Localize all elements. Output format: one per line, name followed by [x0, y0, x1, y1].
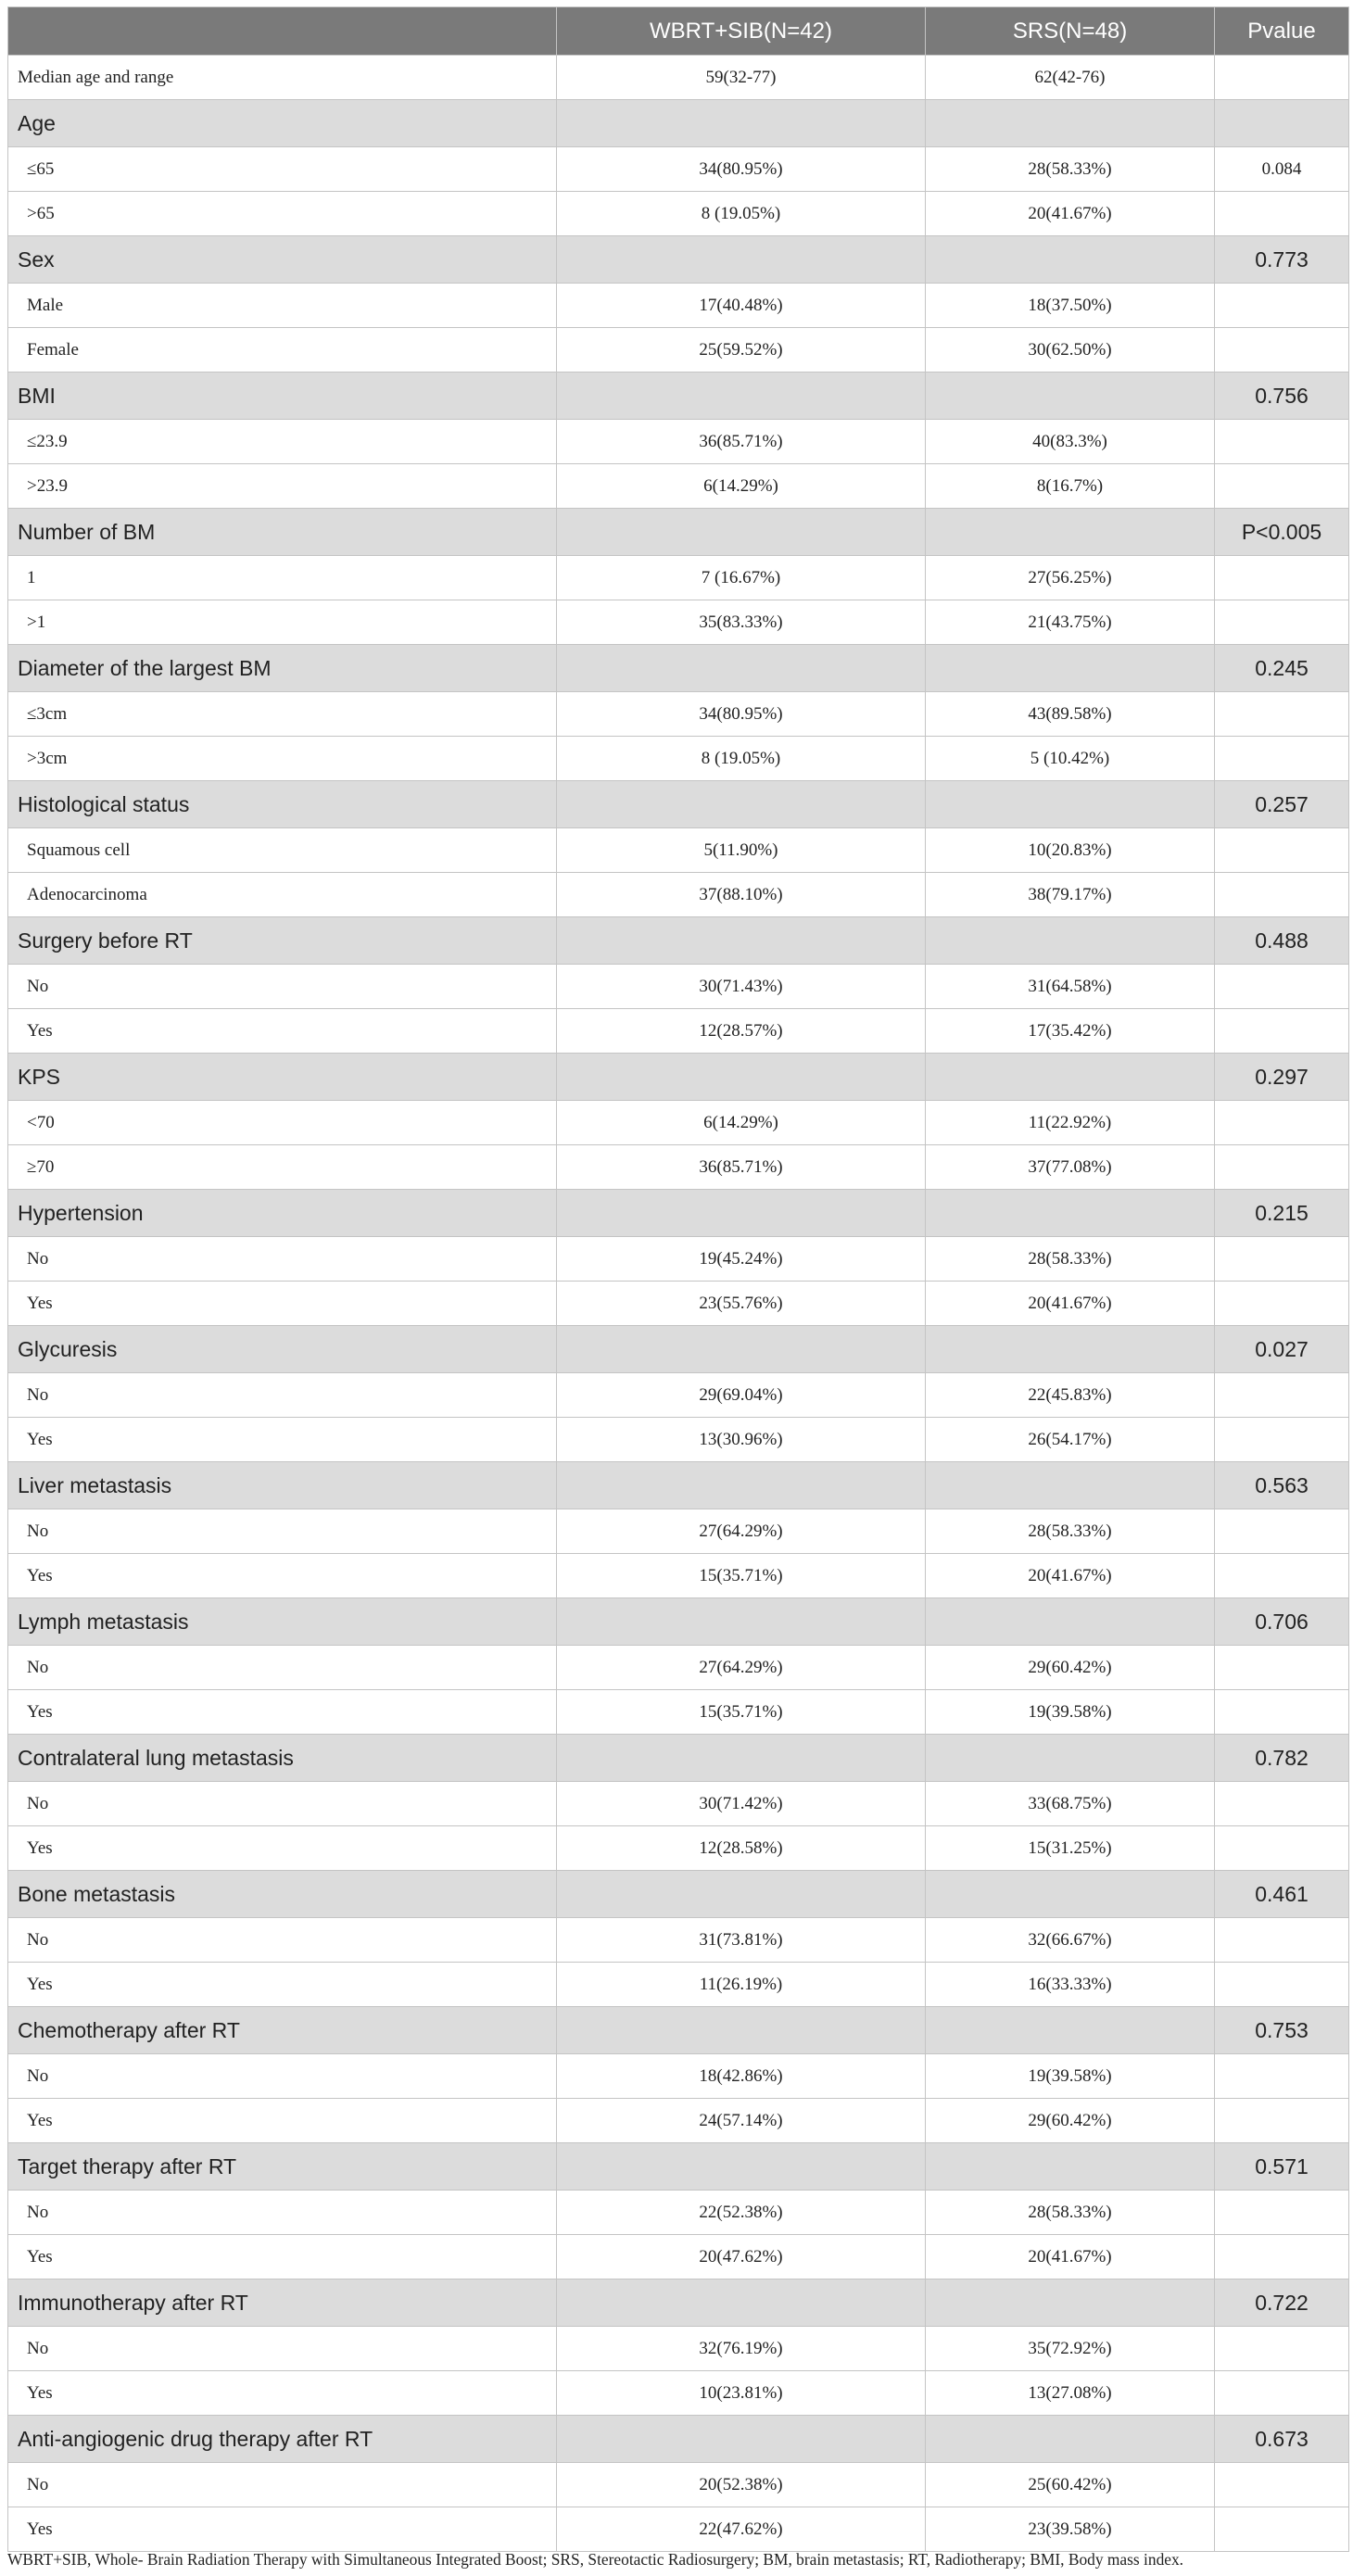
- p-value-cell: [1215, 600, 1349, 645]
- srs-value: 37(77.08%): [926, 1145, 1215, 1190]
- p-value-cell: 0.722: [1215, 2279, 1349, 2327]
- wbrt-sib-value: 23(55.76%): [557, 1282, 926, 1326]
- table-row: [8, 1282, 1349, 1326]
- section-header-row: [8, 2279, 1349, 2327]
- empty-cell: [926, 2007, 1215, 2054]
- table-row: [8, 1782, 1349, 1826]
- empty-cell: [926, 2279, 1215, 2327]
- row-label: No: [8, 1918, 557, 1963]
- section-label: Lymph metastasis: [8, 1598, 557, 1646]
- p-value-cell: P<0.005: [1215, 509, 1349, 556]
- srs-value: 28(58.33%): [926, 2191, 1215, 2235]
- table-row: [8, 965, 1349, 1009]
- empty-cell: [926, 373, 1215, 420]
- srs-value: 31(64.58%): [926, 965, 1215, 1009]
- p-value-cell: 0.084: [1215, 147, 1349, 192]
- wbrt-sib-value: 27(64.29%): [557, 1646, 926, 1690]
- p-value-cell: [1215, 965, 1349, 1009]
- section-label: Age: [8, 100, 557, 147]
- p-value-cell: [1215, 1282, 1349, 1326]
- p-value-cell: [1215, 192, 1349, 236]
- empty-cell: [557, 1871, 926, 1918]
- srs-value: 29(60.42%): [926, 2099, 1215, 2143]
- table-row: [8, 464, 1349, 509]
- p-value-cell: [1215, 1826, 1349, 1871]
- p-value-cell: [1215, 100, 1349, 147]
- srs-value: 28(58.33%): [926, 1237, 1215, 1282]
- empty-cell: [926, 509, 1215, 556]
- wbrt-sib-value: 34(80.95%): [557, 147, 926, 192]
- p-value-cell: [1215, 284, 1349, 328]
- wbrt-sib-value: 59(32-77): [557, 56, 926, 100]
- section-label: Histological status: [8, 781, 557, 828]
- row-label: ≤23.9: [8, 420, 557, 464]
- wbrt-sib-value: 17(40.48%): [557, 284, 926, 328]
- table-row: [8, 1101, 1349, 1145]
- empty-cell: [926, 1735, 1215, 1782]
- section-header-row: [8, 1462, 1349, 1509]
- baseline-characteristics-table: [7, 6, 1349, 2552]
- table-row: [8, 1690, 1349, 1735]
- p-value-cell: [1215, 2235, 1349, 2279]
- p-value-cell: [1215, 1918, 1349, 1963]
- row-label: No: [8, 1646, 557, 1690]
- srs-value: 28(58.33%): [926, 1509, 1215, 1554]
- srs-value: 33(68.75%): [926, 1782, 1215, 1826]
- p-value-cell: [1215, 1782, 1349, 1826]
- srs-value: 22(45.83%): [926, 1373, 1215, 1418]
- section-header-row: [8, 2143, 1349, 2191]
- empty-cell: [557, 236, 926, 284]
- row-label: Yes: [8, 2371, 557, 2416]
- section-header-row: [8, 1871, 1349, 1918]
- srs-value: 62(42-76): [926, 56, 1215, 100]
- row-label: >23.9: [8, 464, 557, 509]
- p-value-cell: [1215, 420, 1349, 464]
- p-value-cell: [1215, 1690, 1349, 1735]
- table-row: [8, 692, 1349, 737]
- wbrt-sib-value: 13(30.96%): [557, 1418, 926, 1462]
- empty-cell: [557, 2007, 926, 2054]
- wbrt-sib-value: 10(23.81%): [557, 2371, 926, 2416]
- wbrt-sib-value: 19(45.24%): [557, 1237, 926, 1282]
- wbrt-sib-value: 36(85.71%): [557, 420, 926, 464]
- wbrt-sib-value: 7 (16.67%): [557, 556, 926, 600]
- empty-cell: [926, 1598, 1215, 1646]
- section-header-row: [8, 645, 1349, 692]
- p-value-cell: [1215, 692, 1349, 737]
- p-value-cell: 0.297: [1215, 1054, 1349, 1101]
- empty-cell: [926, 1462, 1215, 1509]
- table-row: [8, 2327, 1349, 2371]
- table-row: [8, 1418, 1349, 1462]
- p-value-cell: 0.756: [1215, 373, 1349, 420]
- srs-value: 28(58.33%): [926, 147, 1215, 192]
- p-value-cell: [1215, 1554, 1349, 1598]
- wbrt-sib-value: 27(64.29%): [557, 1509, 926, 1554]
- srs-value: 10(20.83%): [926, 828, 1215, 873]
- row-label: Male: [8, 284, 557, 328]
- section-header-row: [8, 781, 1349, 828]
- row-label: Yes: [8, 2099, 557, 2143]
- wbrt-sib-value: 8 (19.05%): [557, 737, 926, 781]
- table-row: [8, 192, 1349, 236]
- wbrt-sib-value: 11(26.19%): [557, 1963, 926, 2007]
- section-label: Contralateral lung metastasis: [8, 1735, 557, 1782]
- section-label: Glycuresis: [8, 1326, 557, 1373]
- empty-cell: [557, 781, 926, 828]
- empty-cell: [557, 2279, 926, 2327]
- table-row: [8, 1373, 1349, 1418]
- wbrt-sib-value: 20(47.62%): [557, 2235, 926, 2279]
- srs-value: 27(56.25%): [926, 556, 1215, 600]
- row-label: No: [8, 2191, 557, 2235]
- row-label: No: [8, 1509, 557, 1554]
- table-row: [8, 1509, 1349, 1554]
- table-footnote: WBRT+SIB, Whole- Brain Radiation Therapy with Simultaneous Integrated Boost; SRS, Stereotactic Radiosurgery; BM, brain metastasis; RT, Radiotherapy; BMI, Body mass index.: [7, 2550, 1184, 2569]
- row-label: ≥70: [8, 1145, 557, 1190]
- empty-cell: [557, 645, 926, 692]
- table-row: [8, 284, 1349, 328]
- p-value-cell: [1215, 1145, 1349, 1190]
- section-label: Liver metastasis: [8, 1462, 557, 1509]
- empty-cell: [557, 1054, 926, 1101]
- p-value-cell: [1215, 1963, 1349, 2007]
- section-label: Sex: [8, 236, 557, 284]
- section-label: Surgery before RT: [8, 917, 557, 965]
- table-row: [8, 1646, 1349, 1690]
- row-label: Yes: [8, 1690, 557, 1735]
- p-value-cell: [1215, 1418, 1349, 1462]
- empty-cell: [926, 781, 1215, 828]
- p-value-cell: [1215, 1101, 1349, 1145]
- section-header-row: [8, 100, 1349, 147]
- wbrt-sib-value: 12(28.57%): [557, 1009, 926, 1054]
- srs-value: 20(41.67%): [926, 1282, 1215, 1326]
- p-value-cell: 0.706: [1215, 1598, 1349, 1646]
- p-value-cell: 0.245: [1215, 645, 1349, 692]
- wbrt-sib-value: 32(76.19%): [557, 2327, 926, 2371]
- section-label: Immunotherapy after RT: [8, 2279, 557, 2327]
- row-label: 1: [8, 556, 557, 600]
- wbrt-sib-value: 34(80.95%): [557, 692, 926, 737]
- table-header-row: [8, 7, 1349, 56]
- srs-value: 8(16.7%): [926, 464, 1215, 509]
- srs-value: 20(41.67%): [926, 192, 1215, 236]
- empty-cell: [557, 1735, 926, 1782]
- table-row: [8, 56, 1349, 100]
- table-row: [8, 147, 1349, 192]
- empty-cell: [557, 100, 926, 147]
- section-header-row: [8, 1735, 1349, 1782]
- p-value-cell: [1215, 2507, 1349, 2552]
- row-label: >65: [8, 192, 557, 236]
- table-row: [8, 2507, 1349, 2552]
- wbrt-sib-value: 30(71.43%): [557, 965, 926, 1009]
- header-srs: SRS(N=48): [926, 7, 1215, 56]
- p-value-cell: 0.027: [1215, 1326, 1349, 1373]
- section-label: Number of BM: [8, 509, 557, 556]
- wbrt-sib-value: 6(14.29%): [557, 1101, 926, 1145]
- p-value-cell: 0.782: [1215, 1735, 1349, 1782]
- row-label: No: [8, 2054, 557, 2099]
- p-value-cell: [1215, 2099, 1349, 2143]
- section-label: BMI: [8, 373, 557, 420]
- p-value-cell: 0.215: [1215, 1190, 1349, 1237]
- table-row: [8, 1554, 1349, 1598]
- table-row: [8, 2235, 1349, 2279]
- row-label: <70: [8, 1101, 557, 1145]
- table-row: [8, 1009, 1349, 1054]
- wbrt-sib-value: 24(57.14%): [557, 2099, 926, 2143]
- table-row: [8, 1145, 1349, 1190]
- table-row: [8, 1826, 1349, 1871]
- wbrt-sib-value: 15(35.71%): [557, 1554, 926, 1598]
- row-label: Yes: [8, 1963, 557, 2007]
- p-value-cell: [1215, 1009, 1349, 1054]
- empty-cell: [926, 645, 1215, 692]
- srs-value: 20(41.67%): [926, 1554, 1215, 1598]
- srs-value: 15(31.25%): [926, 1826, 1215, 1871]
- srs-value: 17(35.42%): [926, 1009, 1215, 1054]
- p-value-cell: [1215, 2463, 1349, 2507]
- empty-cell: [557, 509, 926, 556]
- section-header-row: [8, 2007, 1349, 2054]
- srs-value: 21(43.75%): [926, 600, 1215, 645]
- wbrt-sib-value: 22(52.38%): [557, 2191, 926, 2235]
- row-label: No: [8, 1373, 557, 1418]
- row-label: No: [8, 2463, 557, 2507]
- srs-value: 32(66.67%): [926, 1918, 1215, 1963]
- srs-value: 18(37.50%): [926, 284, 1215, 328]
- wbrt-sib-value: 30(71.42%): [557, 1782, 926, 1826]
- row-label: Squamous cell: [8, 828, 557, 873]
- table-row: [8, 828, 1349, 873]
- table-row: [8, 2099, 1349, 2143]
- row-label: No: [8, 1782, 557, 1826]
- p-value-cell: [1215, 1237, 1349, 1282]
- table-row: [8, 1918, 1349, 1963]
- row-label: No: [8, 1237, 557, 1282]
- empty-cell: [557, 1598, 926, 1646]
- wbrt-sib-value: 15(35.71%): [557, 1690, 926, 1735]
- srs-value: 43(89.58%): [926, 692, 1215, 737]
- section-header-row: [8, 1190, 1349, 1237]
- empty-cell: [557, 2416, 926, 2463]
- empty-cell: [926, 2416, 1215, 2463]
- wbrt-sib-value: 5(11.90%): [557, 828, 926, 873]
- table-row: [8, 556, 1349, 600]
- table-row: [8, 737, 1349, 781]
- wbrt-sib-value: 25(59.52%): [557, 328, 926, 373]
- row-label: No: [8, 2327, 557, 2371]
- section-label: Anti-angiogenic drug therapy after RT: [8, 2416, 557, 2463]
- row-label: Yes: [8, 1282, 557, 1326]
- header-p-value: Pvalue: [1215, 7, 1349, 56]
- empty-cell: [926, 100, 1215, 147]
- wbrt-sib-value: 29(69.04%): [557, 1373, 926, 1418]
- empty-cell: [926, 1054, 1215, 1101]
- empty-cell: [926, 236, 1215, 284]
- table-row: [8, 1963, 1349, 2007]
- p-value-cell: 0.461: [1215, 1871, 1349, 1918]
- baseline-characteristics-table-container: [7, 6, 1348, 2552]
- row-label: Yes: [8, 2235, 557, 2279]
- srs-value: 35(72.92%): [926, 2327, 1215, 2371]
- section-header-row: [8, 917, 1349, 965]
- p-value-cell: [1215, 2191, 1349, 2235]
- section-header-row: [8, 2416, 1349, 2463]
- wbrt-sib-value: 36(85.71%): [557, 1145, 926, 1190]
- srs-value: 16(33.33%): [926, 1963, 1215, 2007]
- empty-cell: [557, 917, 926, 965]
- row-label: Yes: [8, 2507, 557, 2552]
- section-header-row: [8, 373, 1349, 420]
- p-value-cell: [1215, 1646, 1349, 1690]
- empty-cell: [926, 2143, 1215, 2191]
- srs-value: 40(83.3%): [926, 420, 1215, 464]
- p-value-cell: [1215, 464, 1349, 509]
- wbrt-sib-value: 12(28.58%): [557, 1826, 926, 1871]
- p-value-cell: [1215, 2327, 1349, 2371]
- table-row: [8, 600, 1349, 645]
- row-label: ≤3cm: [8, 692, 557, 737]
- table-row: [8, 2371, 1349, 2416]
- row-label: Adenocarcinoma: [8, 873, 557, 917]
- row-label: Yes: [8, 1554, 557, 1598]
- p-value-cell: 0.257: [1215, 781, 1349, 828]
- p-value-cell: 0.753: [1215, 2007, 1349, 2054]
- srs-value: 23(39.58%): [926, 2507, 1215, 2552]
- p-value-cell: 0.571: [1215, 2143, 1349, 2191]
- p-value-cell: [1215, 328, 1349, 373]
- srs-value: 20(41.67%): [926, 2235, 1215, 2279]
- section-label: Chemotherapy after RT: [8, 2007, 557, 2054]
- table-row: [8, 420, 1349, 464]
- wbrt-sib-value: 35(83.33%): [557, 600, 926, 645]
- p-value-cell: [1215, 2371, 1349, 2416]
- p-value-cell: [1215, 873, 1349, 917]
- row-label: Yes: [8, 1826, 557, 1871]
- srs-value: 19(39.58%): [926, 1690, 1215, 1735]
- table-row: [8, 873, 1349, 917]
- table-row: [8, 2463, 1349, 2507]
- p-value-cell: [1215, 828, 1349, 873]
- srs-value: 19(39.58%): [926, 2054, 1215, 2099]
- p-value-cell: [1215, 56, 1349, 100]
- wbrt-sib-value: 22(47.62%): [557, 2507, 926, 2552]
- empty-cell: [926, 1326, 1215, 1373]
- srs-value: 38(79.17%): [926, 873, 1215, 917]
- p-value-cell: 0.773: [1215, 236, 1349, 284]
- section-label: KPS: [8, 1054, 557, 1101]
- wbrt-sib-value: 20(52.38%): [557, 2463, 926, 2507]
- section-header-row: [8, 1326, 1349, 1373]
- section-header-row: [8, 1598, 1349, 1646]
- table-row: [8, 1237, 1349, 1282]
- wbrt-sib-value: 6(14.29%): [557, 464, 926, 509]
- wbrt-sib-value: 18(42.86%): [557, 2054, 926, 2099]
- section-header-row: [8, 236, 1349, 284]
- p-value-cell: 0.563: [1215, 1462, 1349, 1509]
- row-label: >3cm: [8, 737, 557, 781]
- section-label: Bone metastasis: [8, 1871, 557, 1918]
- srs-value: 5 (10.42%): [926, 737, 1215, 781]
- row-label: Female: [8, 328, 557, 373]
- empty-cell: [557, 373, 926, 420]
- srs-value: 26(54.17%): [926, 1418, 1215, 1462]
- table-body: [8, 56, 1349, 2552]
- row-label: >1: [8, 600, 557, 645]
- section-header-row: [8, 1054, 1349, 1101]
- header-variable: [8, 7, 557, 56]
- srs-value: 25(60.42%): [926, 2463, 1215, 2507]
- p-value-cell: 0.488: [1215, 917, 1349, 965]
- table-row: [8, 328, 1349, 373]
- empty-cell: [557, 2143, 926, 2191]
- row-label: Yes: [8, 1418, 557, 1462]
- p-value-cell: [1215, 1509, 1349, 1554]
- p-value-cell: [1215, 1373, 1349, 1418]
- empty-cell: [557, 1462, 926, 1509]
- srs-value: 11(22.92%): [926, 1101, 1215, 1145]
- p-value-cell: [1215, 2054, 1349, 2099]
- empty-cell: [557, 1190, 926, 1237]
- section-label: Hypertension: [8, 1190, 557, 1237]
- section-label: Diameter of the largest BM: [8, 645, 557, 692]
- wbrt-sib-value: 8 (19.05%): [557, 192, 926, 236]
- row-label: Median age and range: [8, 56, 557, 100]
- section-label: Target therapy after RT: [8, 2143, 557, 2191]
- header-wbrt-sib: WBRT+SIB(N=42): [557, 7, 926, 56]
- table-row: [8, 2054, 1349, 2099]
- srs-value: 30(62.50%): [926, 328, 1215, 373]
- row-label: ≤65: [8, 147, 557, 192]
- wbrt-sib-value: 31(73.81%): [557, 1918, 926, 1963]
- p-value-cell: [1215, 737, 1349, 781]
- srs-value: 29(60.42%): [926, 1646, 1215, 1690]
- empty-cell: [926, 917, 1215, 965]
- empty-cell: [557, 1326, 926, 1373]
- empty-cell: [926, 1871, 1215, 1918]
- row-label: No: [8, 965, 557, 1009]
- table-row: [8, 2191, 1349, 2235]
- srs-value: 13(27.08%): [926, 2371, 1215, 2416]
- p-value-cell: 0.673: [1215, 2416, 1349, 2463]
- p-value-cell: [1215, 556, 1349, 600]
- empty-cell: [926, 1190, 1215, 1237]
- wbrt-sib-value: 37(88.10%): [557, 873, 926, 917]
- row-label: Yes: [8, 1009, 557, 1054]
- section-header-row: [8, 509, 1349, 556]
